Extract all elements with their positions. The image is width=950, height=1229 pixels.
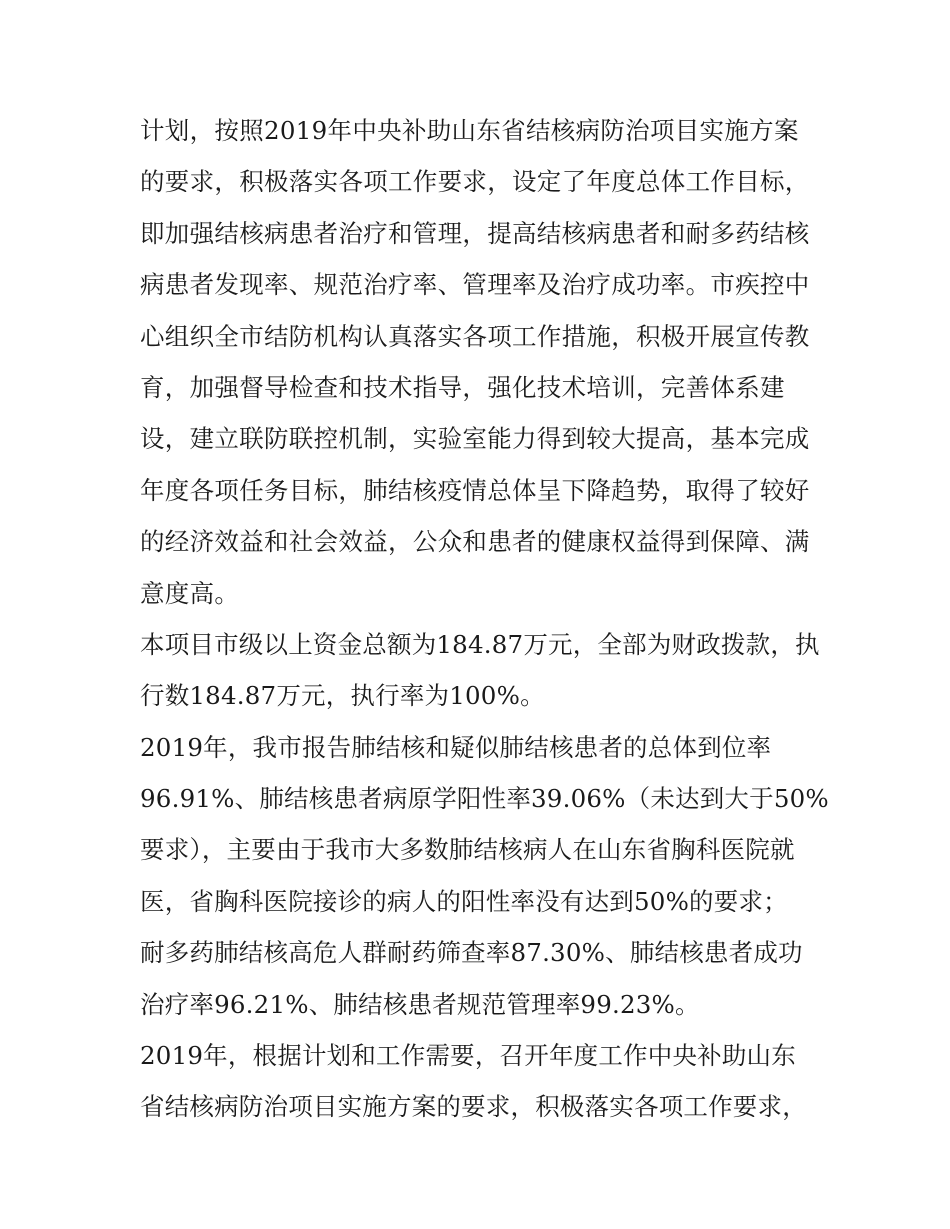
- text-line: 年度各项任务目标，肺结核疫情总体呈下降趋势，取得了较好: [140, 475, 810, 505]
- text-line: 心组织全市结防机构认真落实各项工作措施，积极开展宣传教: [140, 321, 810, 351]
- text-line: 设，建立联防联控机制，实验室能力得到较大提高，基本完成: [140, 424, 810, 454]
- text-line: 2019年，我市报告肺结核和疑似肺结核患者的总体到位率: [140, 732, 772, 762]
- text-line: 计划，按照2019年中央补助山东省结核病防治项目实施方案: [140, 116, 799, 145]
- text-line: 的要求，积极落实各项工作要求，设定了年度总体工作目标，: [140, 167, 810, 197]
- text-line: 要求），主要由于我市大多数肺结核病人在山东省胸科医院就: [140, 835, 795, 865]
- paragraph-indicators: [140, 722, 829, 1030]
- paragraph-annual-work: [140, 1030, 815, 1133]
- text-line: 96.91%、肺结核患者病原学阳性率39.06%（未达到大于50%: [140, 784, 829, 814]
- text-line: 育，加强督导检查和技术指导，强化技术培训，完善体系建: [140, 372, 785, 402]
- text-line: 本项目市级以上资金总额为184.87万元，全部为财政拨款，执: [140, 629, 820, 659]
- paragraph-funding: [140, 619, 820, 722]
- text-line: 意度高。: [140, 578, 240, 608]
- text-line: 行数184.87万元，执行率为100%。: [140, 681, 545, 711]
- text-line: 病患者发现率、规范治疗率、管理率及治疗成功率。市疾控中: [140, 270, 810, 300]
- text-line: 治疗率96.21%、肺结核患者规范管理率99.23%。: [140, 989, 700, 1019]
- document-page: [140, 105, 829, 1133]
- text-line: 耐多药肺结核高危人群耐药筛查率87.30%、肺结核患者成功: [140, 938, 803, 968]
- text-line: 的经济效益和社会效益，公众和患者的健康权益得到保障、满: [140, 527, 810, 557]
- text-line: 即加强结核病患者治疗和管理，提高结核病患者和耐多药结核: [140, 218, 810, 248]
- text-line: 2019年，根据计划和工作需要，召开年度工作中央补助山东: [140, 1041, 796, 1071]
- text-line: 医，省胸科医院接诊的病人的阳性率没有达到50%的要求；: [140, 886, 788, 916]
- paragraph-project-goals: [140, 105, 815, 619]
- text-line: 省结核病防治项目实施方案的要求，积极落实各项工作要求，: [140, 1092, 807, 1122]
